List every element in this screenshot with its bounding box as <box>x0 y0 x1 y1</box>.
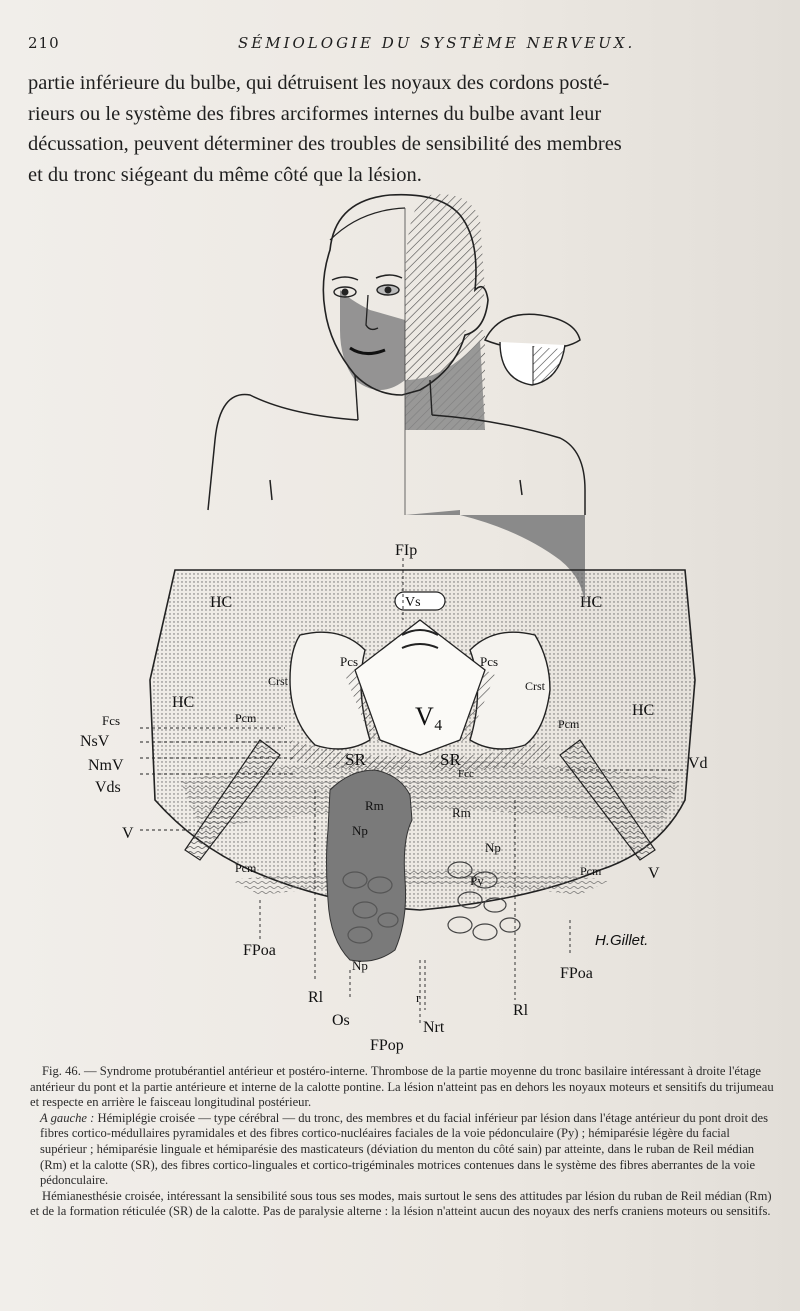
tongue-inset <box>485 314 580 385</box>
label-np: Np <box>352 958 368 973</box>
label-hc: HC <box>632 702 655 719</box>
label-os: Os <box>332 1012 350 1029</box>
label-fcc: Fcc <box>458 768 474 780</box>
label-np: Np <box>352 823 368 838</box>
label-rl: Rl <box>513 1002 529 1019</box>
label-v: V <box>122 825 134 842</box>
label-pcs: Pcs <box>340 654 359 669</box>
label-pcs: Pcs <box>480 654 499 669</box>
label-v4: V₄ <box>415 702 443 731</box>
label-v: V <box>648 865 660 882</box>
label-pcm: Pcm <box>235 711 257 725</box>
figure-caption <box>30 1064 775 1220</box>
page-header <box>28 34 773 56</box>
label-crst: Crst <box>268 674 289 688</box>
label-rm: Rm <box>365 798 384 813</box>
caption-main: Fig. 46. — Syndrome protubérantiel antérieur et postéro-interne. Thrombose de la partie moyenne du tronc basilaire intéressant à droite l'étage antérieur du pont et la partie antérieure et interne de la calotte pontine. La lésion n'atteint pas en dehors les noyaux moteurs et sensitifs du trijumeau et respecte en arrière le faisceau longitudinal postérieur. <box>30 1064 774 1110</box>
label-hc: HC <box>580 594 603 611</box>
label-hc: HC <box>210 594 233 611</box>
artist-signature: H.Gillet. <box>595 932 649 949</box>
label-fpop: FPop <box>370 1037 404 1054</box>
label-hc: HC <box>172 694 195 711</box>
label-r: r <box>416 990 421 1005</box>
label-flp: FIp <box>395 542 418 559</box>
caption-left-label: A gauche : <box>40 1110 95 1125</box>
page-number: 210 <box>28 34 60 52</box>
label-vds: Vds <box>95 779 121 796</box>
label-vd: Vd <box>688 755 708 772</box>
label-nrt: Nrt <box>423 1019 445 1036</box>
label-nsv: NsV <box>80 733 110 750</box>
label-vs: Vs <box>405 595 421 610</box>
label-crst: Crst <box>525 679 546 693</box>
running-title: SÉMIOLOGIE DU SYSTÈME NERVEUX. <box>238 34 636 52</box>
label-nmv: NmV <box>88 757 124 774</box>
body-line: partie inférieure du bulbe, qui détruisent les noyaux des cordons posté- <box>28 72 610 94</box>
pons-section <box>140 558 695 1025</box>
label-pcm: Pcm <box>580 864 602 878</box>
body-text <box>28 68 773 190</box>
label-py: Py <box>470 873 484 888</box>
label-sr: SR <box>440 750 461 769</box>
label-rm: Rm <box>452 805 471 820</box>
caption-left-text: Hémiplégie croisée — type cérébral — du tronc, des membres et du facial inférieur par lésion dans l'étage antérieur du pont droit des fibres cortico-médullaires pyramidales et des fibres cortico-nucléaires faciales de la voie pédonculaire (Py) ; hémiparésie légère du facial supérieur ; hémiparésie linguale et hémiparésie des masticateurs (déviation du menton du côté sain) par atteinte, dans le ruban de Reil médian (Rm) et la calotte (SR), des fibres cortico-linguales et cortico-trigéminales motrices contenues dans le système des fibres aberrantes de la voie pédonculaire. <box>40 1110 769 1188</box>
caption-anesthesia: Hémianesthésie croisée, intéressant la sensibilité sous tous ses modes, mais surtout le sens des attitudes par lésion du ruban de Reil médian (Rm) et de la formation réticulée (SR) de la calotte. Pas de paralysie alterne : la lésion n'atteint aucun des noyaux des nerfs craniens moteurs ou sensitifs. <box>30 1188 772 1219</box>
label-sr: SR <box>345 750 366 769</box>
label-pcm: Pcm <box>558 717 580 731</box>
anatomical-figure <box>80 180 708 1060</box>
label-fcs: Fcs <box>102 713 121 728</box>
label-fpoa: FPoa <box>560 965 593 982</box>
label-fpoa: FPoa <box>243 942 276 959</box>
body-line: et du tronc siégeant du même côté que la lésion. <box>28 163 422 186</box>
label-np: Np <box>485 840 501 855</box>
body-line: rieurs ou le système des fibres arciformes internes du bulbe avant leur <box>28 102 602 125</box>
body-line: décussation, peuvent déterminer des troubles de sensibilité des membres <box>28 133 622 155</box>
label-pcm: Pcm <box>235 861 257 875</box>
label-rl: Rl <box>308 989 324 1006</box>
